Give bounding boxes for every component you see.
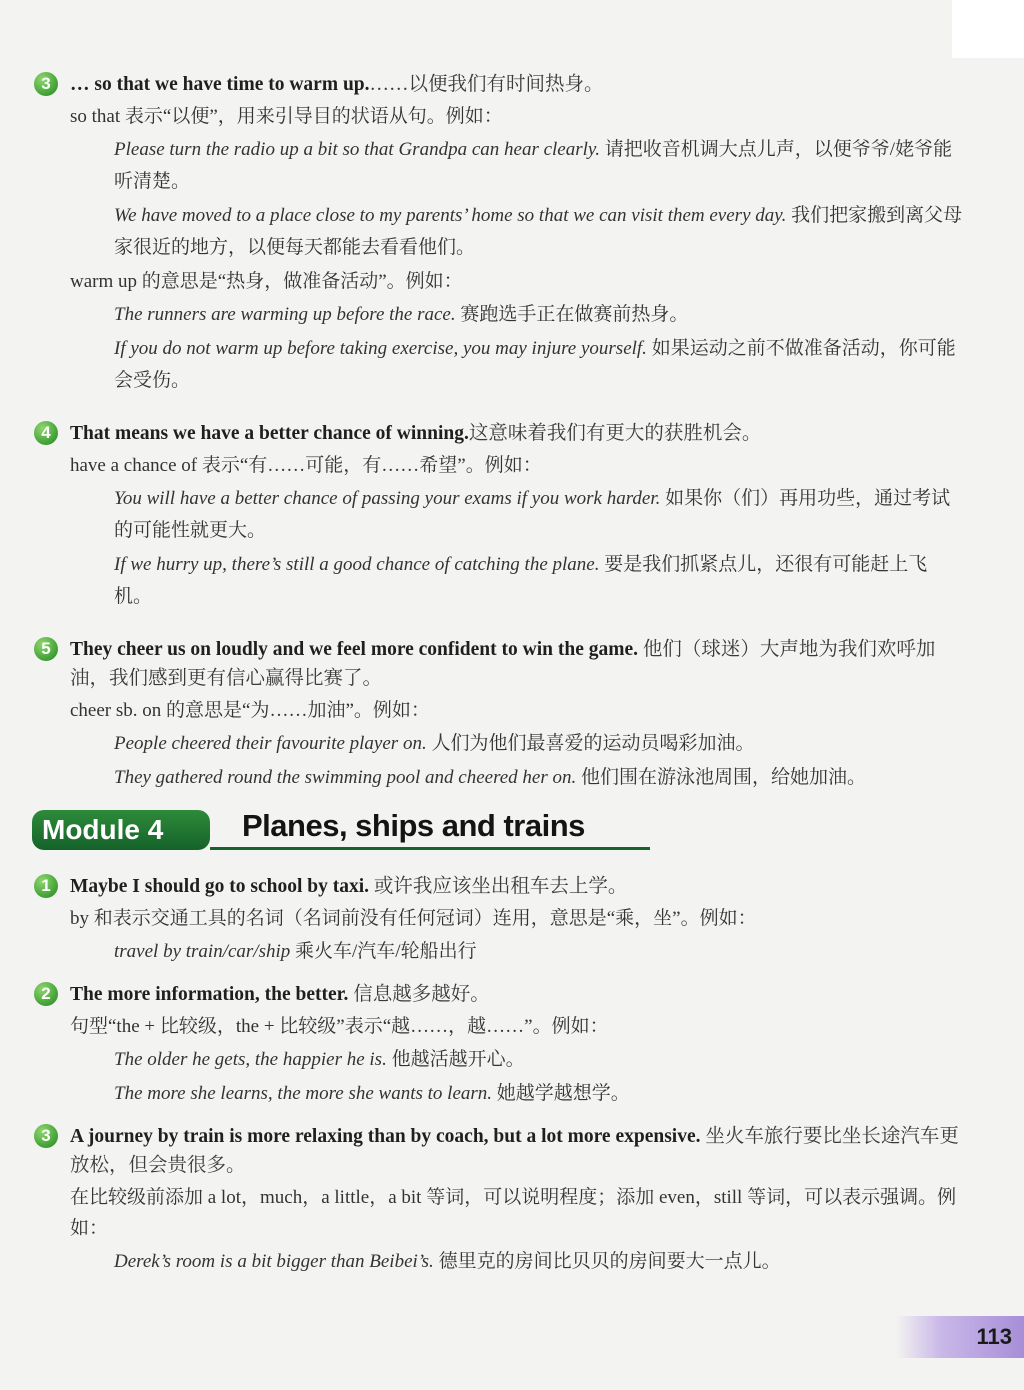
heading-chinese: 他们（球迷）大声地为我们欢呼加油，我们感到更有信心赢得比赛了。 <box>70 639 936 689</box>
example-chinese: 乘火车/汽车/轮船出行 <box>295 941 477 962</box>
example-english: Please turn the radio up a bit so that Grandpa can hear clearly. <box>114 139 601 160</box>
module-note-2-the-more <box>34 980 964 1110</box>
example-chinese: 赛跑选手正在做赛前热身。 <box>460 304 689 325</box>
example-sentence <box>70 549 964 613</box>
example-english: We have moved to a place close to my parents’ home so that we can visit them every day. <box>114 205 787 226</box>
example-chinese: 要是我们抓紧点儿，还很有可能赶上飞机。 <box>114 554 928 607</box>
example-english: The more she learns, the more she wants to learn. <box>114 1083 493 1104</box>
example-sentence <box>70 1044 964 1076</box>
module-note-3-comparatives <box>34 1122 964 1278</box>
example-english: You will have a better chance of passing your exams if you work harder. <box>114 488 661 509</box>
example-chinese: 如果运动之前不做准备活动，你可能会受伤。 <box>114 338 956 391</box>
example-sentence <box>70 762 964 794</box>
module-note-1-by-taxi <box>34 872 964 968</box>
explanation: warm up 的意思是“热身，做准备活动”。例如： <box>70 271 463 292</box>
example-english: If we hurry up, there’s still a good chance of catching the plane. <box>114 554 600 575</box>
explanation: by 和表示交通工具的名词（名词前没有任何冠词）连用，意思是“乘，坐”。例如： <box>70 908 757 929</box>
explanation: have a chance of 表示“有……可能，有……希望”。例如： <box>70 455 542 476</box>
number-badge: 5 <box>34 637 58 661</box>
heading-english: The more information, the better. <box>70 984 349 1005</box>
note-heading <box>70 635 964 693</box>
example-sentence <box>70 1078 964 1110</box>
example-sentence <box>70 1246 964 1278</box>
number-badge: 4 <box>34 421 58 445</box>
page-number: 113 <box>976 1324 1012 1349</box>
example-english: travel by train/car/ship <box>114 941 291 962</box>
module-header <box>34 804 964 858</box>
heading-chinese: 坐火车旅行要比坐长途汽车更放松，但会贵很多。 <box>70 1126 959 1176</box>
number-badge: 1 <box>34 874 58 898</box>
module-title: Planes, ships and trains <box>242 808 585 843</box>
module-label: Module 4 <box>32 810 210 850</box>
number-badge: 2 <box>34 982 58 1006</box>
note-heading <box>70 1122 964 1180</box>
example-sentence <box>70 134 964 198</box>
example-sentence <box>70 299 964 331</box>
note-3-warm-up <box>34 70 964 397</box>
example-english: People cheered their favourite player on. <box>114 733 427 754</box>
number-badge: 3 <box>34 72 58 96</box>
module-underline <box>210 847 650 850</box>
example-chinese: 他们围在游泳池周围，给她加油。 <box>581 767 867 788</box>
note-5-cheer-on <box>34 635 964 794</box>
page-content <box>34 70 964 1278</box>
explanation: 句型“the + 比较级，the + 比较级”表示“越……，越……”。例如： <box>70 1016 609 1037</box>
heading-chinese: 信息越多越好。 <box>353 984 490 1005</box>
page-corner <box>952 0 1024 58</box>
heading-english: … so that we have time to warm up. <box>70 74 370 95</box>
example-chinese: 我们把家搬到离父母家很近的地方，以便每天都能去看看他们。 <box>114 205 963 258</box>
example-english: Derek’s room is a bit bigger than Beibei’s. <box>114 1251 434 1272</box>
example-chinese: 人们为他们最喜爱的运动员喝彩加油。 <box>431 733 755 754</box>
example-sentence <box>70 728 964 760</box>
note-heading <box>70 980 964 1009</box>
note-heading <box>70 872 964 901</box>
page-number-tab <box>896 1316 1024 1358</box>
heading-english: A journey by train is more relaxing than by coach, but a lot more expensive. <box>70 1126 701 1147</box>
explanation: 在比较级前添加 a lot，much，a little，a bit 等词，可以说明程度；添加 even，still 等词，可以表示强调。例如： <box>70 1187 957 1239</box>
heading-chinese: ……以便我们有时间热身。 <box>369 74 604 95</box>
note-heading <box>70 419 964 448</box>
example-english: If you do not warm up before taking exercise, you may injure yourself. <box>114 338 647 359</box>
explanation: cheer sb. on 的意思是“为……加油”。例如： <box>70 700 430 721</box>
note-heading <box>70 70 964 99</box>
example-english: The runners are warming up before the race. <box>114 304 456 325</box>
heading-chinese: 这意味着我们有更大的获胜机会。 <box>468 423 762 444</box>
example-english: The older he gets, the happier he is. <box>114 1049 387 1070</box>
heading-english: That means we have a better chance of winning. <box>70 423 469 444</box>
example-sentence <box>70 200 964 264</box>
example-chinese: 请把收音机调大点儿声，以便爷爷/姥爷能听清楚。 <box>114 139 953 192</box>
example-chinese: 如果你（们）再用功些，通过考试的可能性就更大。 <box>114 488 951 541</box>
number-badge: 3 <box>34 1124 58 1148</box>
example-english: They gathered round the swimming pool and cheered her on. <box>114 767 577 788</box>
explanation: so that 表示“以便”，用来引导目的状语从句。例如： <box>70 106 503 127</box>
example-sentence <box>70 333 964 397</box>
note-4-chance <box>34 419 964 613</box>
example-chinese: 她越学越想学。 <box>496 1083 630 1104</box>
example-chinese: 他越活越开心。 <box>391 1049 525 1070</box>
example-sentence <box>70 936 964 968</box>
heading-english: They cheer us on loudly and we feel more confident to win the game. <box>70 639 639 660</box>
example-sentence <box>70 483 964 547</box>
heading-chinese: 或许我应该坐出租车去上学。 <box>373 876 628 897</box>
example-chinese: 德里克的房间比贝贝的房间要大一点儿。 <box>438 1251 781 1272</box>
heading-english: Maybe I should go to school by taxi. <box>70 876 370 897</box>
